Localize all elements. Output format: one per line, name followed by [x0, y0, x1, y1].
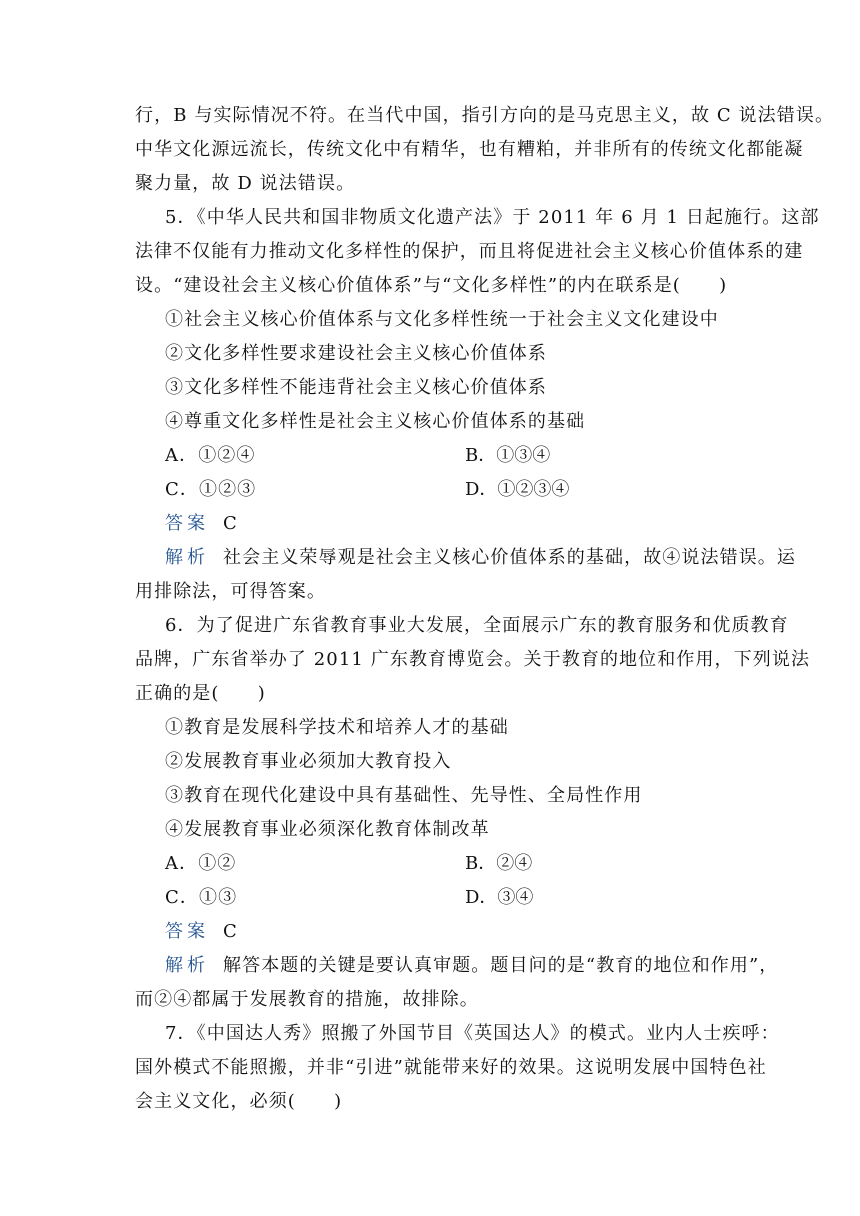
q5-stem-line: 5．《中华人民共和国非物质文化遗产法》于 2011 年 6 月 1 日起施行。这部: [165, 207, 820, 228]
q5-stem-line: 法律不仅能有力推动文化多样性的保护，而且将促进社会主义核心价值体系的建: [135, 241, 804, 262]
answer-label: 答案: [165, 921, 209, 942]
q6-stem-line: 正确的是( ): [135, 683, 266, 704]
q6-stem-line: 品牌，广东省举办了 2011 广东教育博览会。关于教育的地位和作用，下列说法: [135, 649, 811, 670]
q5-statement: ④尊重文化多样性是社会主义核心价值体系的基础: [165, 411, 586, 432]
q6-stem-line: 6．为了促进广东省教育事业大发展，全面展示广东的教育服务和优质教育: [165, 615, 789, 636]
q7-stem-line: 会主义文化，必须( ): [135, 1091, 343, 1112]
q6-statement: ①教育是发展科学技术和培养人才的基础: [165, 717, 509, 738]
q6-analysis: [165, 953, 778, 979]
prev-analysis-line: 行，B 与实际情况不符。在当代中国，指引方向的是马克思主义，故 C 说法错误。: [135, 105, 835, 126]
prev-analysis-line: 中华文化源远流长，传统文化中有精华，也有糟粕，并非所有的传统文化都能凝: [135, 139, 804, 160]
q6-statement: ③教育在现代化建设中具有基础性、先导性、全局性作用: [165, 785, 643, 806]
q5-option-b: B．①③④: [465, 445, 551, 466]
analysis-text: 解答本题的关键是要认真审题。题目问的是“教育的地位和作用”，: [223, 955, 779, 976]
q6-option-d: D．③④: [465, 887, 534, 908]
q5-statement: ②文化多样性要求建设社会主义核心价值体系: [165, 343, 547, 364]
q5-analysis-line: 用排除法，可得答案。: [135, 581, 326, 602]
q5-option-c: C．①②③: [165, 479, 257, 500]
prev-analysis-line: 聚力量，故 D 说法错误。: [135, 173, 356, 194]
analysis-label: 解析: [165, 955, 209, 976]
answer-value: C: [223, 513, 238, 534]
answer-value: C: [223, 921, 238, 942]
q5-option-a: A．①②④: [165, 445, 256, 466]
q6-analysis-line: 而②④都属于发展教育的措施，故排除。: [135, 989, 479, 1010]
q7-stem-line: 国外模式不能照搬，并非“引进”就能带来好的效果。这说明发展中国特色社: [135, 1057, 767, 1078]
q6-option-b: B．②④: [465, 853, 533, 874]
q5-option-d: D．①②③④: [465, 479, 570, 500]
q5-statement: ①社会主义核心价值体系与文化多样性统一于社会主义文化建设中: [165, 309, 719, 330]
q5-stem-line: 设。“建设社会主义核心价值体系”与“文化多样性”的内在联系是( ): [135, 275, 728, 296]
q6-statement: ④发展教育事业必须深化教育体制改革: [165, 819, 490, 840]
q5-answer: [165, 511, 238, 537]
analysis-text: 社会主义荣辱观是社会主义核心价值体系的基础，故④说法错误。运: [223, 547, 796, 568]
q6-answer: [165, 919, 238, 945]
q5-analysis: [165, 545, 796, 571]
analysis-label: 解析: [165, 547, 209, 568]
q5-statement: ③文化多样性不能违背社会主义核心价值体系: [165, 377, 547, 398]
answer-label: 答案: [165, 513, 209, 534]
q6-option-a: A．①②: [165, 853, 237, 874]
q7-stem-line: 7．《中国达人秀》照搬了外国节目《英国达人》的模式。业内人士疾呼：: [165, 1023, 780, 1044]
q6-statement: ②发展教育事业必须加大教育投入: [165, 751, 452, 772]
q6-option-c: C．①③: [165, 887, 238, 908]
